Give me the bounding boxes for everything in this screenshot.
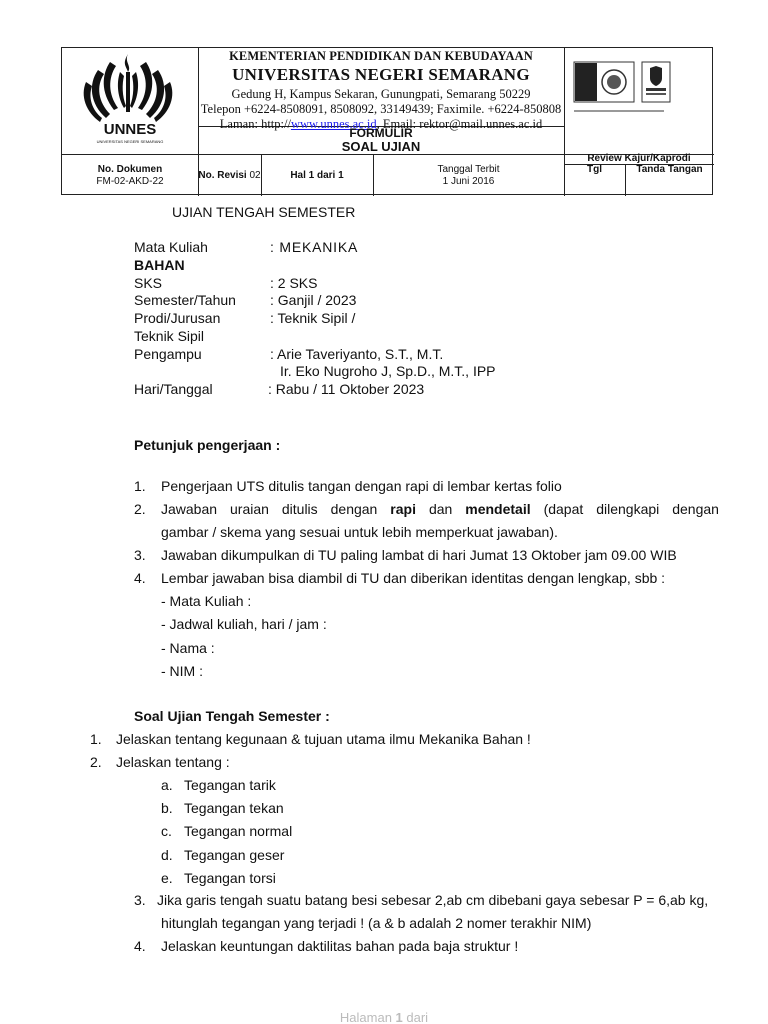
footer-suffix: dari — [402, 1010, 429, 1024]
field-label: Teknik Sipil — [134, 328, 205, 344]
identity-subitem: - NIM : — [161, 663, 203, 679]
emphasis-word: mendetail — [465, 501, 531, 517]
phone-line: Telepon +6224-8508091, 8508092, 33149439; Faximile. +6224-850808 — [200, 102, 562, 116]
sub-letter: d. — [161, 847, 173, 863]
doc-number-cell — [62, 154, 198, 196]
email-text: , Email: rektor@mail.unnes.ac.id — [376, 117, 543, 131]
form-line2: SOAL UJIAN — [341, 139, 421, 154]
footer-prefix: Halaman — [339, 1010, 396, 1024]
field-label: SKS — [134, 275, 163, 291]
footer-page-number: 1 — [395, 1010, 403, 1024]
questions-heading: Soal Ujian Tengah Semester : — [134, 708, 330, 724]
question-item: Jelaskan keuntungan daktilitas bahan pada baja struktur ! — [161, 938, 519, 954]
field-label: Pengampu — [134, 346, 202, 362]
word: uraian — [230, 501, 269, 517]
sub-letter: c. — [161, 823, 172, 839]
list-number: 1. — [90, 731, 102, 747]
field-value: : MEKANIKA — [270, 239, 359, 255]
word: (dapat — [543, 501, 584, 517]
logo-subtext: UNIVERSITAS NEGERI SEMARANG — [96, 139, 164, 144]
list-number: 1. — [134, 478, 146, 494]
instruction-item: Jawaban dikumpulkan di TU paling lambat di hari Jumat 13 Oktober jam 09.00 WIB — [161, 547, 677, 563]
identity-subitem: - Mata Kuliah : — [161, 593, 252, 609]
list-number: 4. — [134, 570, 146, 586]
field-value: Ir. Eko Nugroho J, Sp.D., M.T., IPP — [280, 363, 496, 379]
field-value: : Arie Taveriyanto, S.T., M.T. — [270, 346, 444, 362]
sub-question: Tegangan tarik — [184, 777, 276, 793]
list-number: 4. — [134, 938, 146, 954]
field-value: : Ganjil / 2023 — [270, 292, 357, 308]
sub-question: Tegangan normal — [184, 823, 293, 839]
website-link[interactable]: www.unnes.ac.id — [290, 117, 377, 131]
document-header-table — [61, 47, 713, 195]
sub-letter: e. — [161, 870, 173, 886]
field-label: BAHAN — [134, 257, 185, 273]
list-number: 3. — [134, 547, 146, 563]
word: dilengkapi — [596, 501, 660, 517]
form-line1: FORMULIR — [349, 126, 413, 140]
iso-ukas-certificate-icon — [564, 48, 714, 154]
web-prefix: Laman: http:// — [219, 117, 291, 131]
word: Jawaban — [161, 501, 218, 517]
word: dengan — [672, 501, 719, 517]
certification-badges — [564, 48, 714, 154]
review-sign-col: Tanda Tangan — [636, 164, 703, 175]
sub-question: Tegangan geser — [184, 847, 285, 863]
page-footer — [0, 1010, 768, 1024]
field-value: : Rabu / 11 Oktober 2023 — [268, 381, 425, 397]
address-line: Gedung H, Kampus Sekaran, Gunungpati, Semarang 50229 — [231, 87, 531, 101]
identity-subitem: - Jadwal kuliah, hari / jam : — [161, 616, 327, 632]
instruction-item — [161, 501, 719, 517]
institution-block — [198, 48, 564, 131]
revision-label: No. Revisi — [198, 170, 247, 181]
unnes-logo — [62, 48, 198, 154]
ministry-name: KEMENTERIAN PENDIDIKAN DAN KEBUDAYAAN — [229, 49, 533, 63]
doc-number-label: No. Dokumen — [97, 164, 163, 175]
field-label: Prodi/Jurusan — [134, 310, 221, 326]
sub-question: Tegangan torsi — [184, 870, 276, 886]
issue-date-label: Tanggal Terbit — [437, 164, 500, 175]
review-label: Review Kajur/Kaprodi — [587, 153, 691, 164]
list-number: 3. — [134, 892, 146, 908]
question-item: Jelaskan tentang kegunaan & tujuan utama ilmu Mekanika Bahan ! — [116, 731, 531, 747]
issue-date-cell — [373, 154, 564, 196]
page-info-cell: Hal 1 dari 1 — [290, 170, 344, 181]
instruction-item-continued: gambar / skema yang sesuai untuk lebih memperkuat jawaban). — [161, 524, 558, 540]
unnes-emblem-icon — [62, 48, 198, 154]
revision-cell — [198, 154, 261, 196]
word: dan — [428, 501, 453, 517]
form-title-box — [198, 126, 564, 154]
doc-number-value: FM-02-AKD-22 — [96, 176, 164, 187]
instruction-item: Lembar jawaban bisa diambil di TU dan diberikan identitas dengan lengkap, sbb : — [161, 570, 666, 586]
question-item: Jelaskan tentang : — [116, 754, 230, 770]
question-item: Jika garis tengah suatu batang besi sebesar 2,ab cm dibebani gaya sebesar P = 6,ab kg, — [157, 892, 709, 908]
sub-question: Tegangan tekan — [184, 800, 284, 816]
instruction-item: Pengerjaan UTS ditulis tangan dengan rapi di lembar kertas folio — [161, 478, 562, 494]
identity-subitem: - Nama : — [161, 640, 215, 656]
instructions-heading: Petunjuk pengerjaan : — [134, 437, 281, 453]
sub-letter: b. — [161, 800, 173, 816]
field-value: : Teknik Sipil / — [270, 310, 356, 326]
exam-title: UJIAN TENGAH SEMESTER — [172, 204, 356, 220]
issue-date-value: 1 Juni 2016 — [442, 176, 495, 187]
word: ditulis — [281, 501, 318, 517]
logo-text: UNNES — [103, 121, 157, 138]
review-date-col: Tgl — [587, 164, 602, 175]
emphasis-word: rapi — [390, 501, 416, 517]
question-item-continued: hitunglah tegangan yang terjadi ! (a & b adalah 2 nomer terakhir NIM) — [161, 915, 592, 931]
revision-value: 02 — [249, 170, 261, 181]
sub-letter: a. — [161, 777, 173, 793]
field-label: Mata Kuliah — [134, 239, 208, 255]
list-number: 2. — [90, 754, 102, 770]
field-value: : 2 SKS — [270, 275, 318, 291]
list-number: 2. — [134, 501, 146, 517]
word: dengan — [330, 501, 378, 517]
university-name: UNIVERSITAS NEGERI SEMARANG — [232, 65, 530, 84]
field-label: Semester/Tahun — [134, 292, 236, 308]
field-label: Hari/Tanggal — [134, 381, 213, 397]
